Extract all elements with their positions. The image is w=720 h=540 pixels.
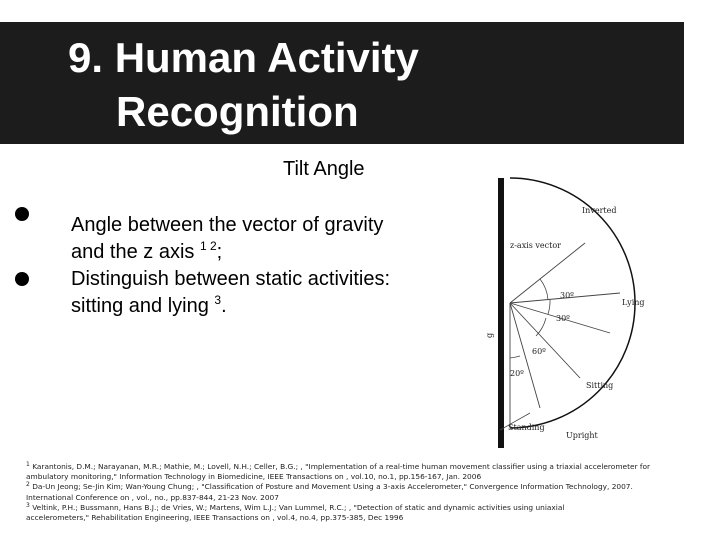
reference-line [26, 493, 706, 503]
angle-mark-4 [510, 356, 520, 358]
bullet-text-1 [71, 212, 383, 266]
bullet-icon [15, 207, 29, 221]
reference-text: accelerometers," Rehabilitation Engineering, IEEE Transactions on , vol.4, no.4, pp.375-385, Dec 1996 [26, 513, 404, 523]
label-angle-30a: 30º [560, 291, 574, 300]
angle-mark-2 [548, 300, 550, 314]
label-g: g [485, 332, 494, 338]
subtitle: Tilt Angle [283, 158, 365, 180]
reference-text: Karantonis, D.M.; Narayanan, M.R.; Mathie, M.; Lovell, N.H.; Celler, B.G.; , "Implementation of a real-time human movement classifier using a triaxial accelerometer for [32, 462, 651, 471]
sensor-bar [498, 178, 504, 448]
angle-mark-1 [540, 279, 548, 300]
reference-text: International Conference on , vol., no., pp.837-844, 21-23 Nov. 2007 [26, 492, 279, 502]
label-upright: Upright [566, 431, 598, 440]
bullet-text-2 [71, 266, 390, 320]
angle-arc [510, 178, 635, 428]
bullet-2-line-2 [71, 293, 390, 320]
label-inverted: Inverted [582, 206, 617, 215]
tilt-angle-diagram [470, 168, 670, 458]
bullet-2-text: sitting and lying [71, 295, 215, 317]
label-standing: Standing [508, 423, 545, 432]
reference-number: 1 [26, 461, 30, 468]
reference-number: 2 [26, 481, 30, 489]
reference-line [26, 462, 706, 472]
reference-text: ambulatory monitoring," Information Technology in Biomedicine, IEEE Transactions on , vol.10, no.1, pp.156-167, Jan. 2006 [26, 472, 482, 482]
angle-mark-3 [536, 318, 546, 336]
bullet-icon [15, 272, 29, 286]
reference-text: Da-Un Jeong; Se-Jin Kim; Wan-Young Chung; , "Classification of Posture and Movement Using a 3-axis Accelerometer," Convergence Information Technology, 2007. [32, 482, 633, 492]
reference-text: Veltink, P.H.; Bussmann, Hans B.J.; de Vries, W.; Martens, Wim L.J.; Van Lummel, R.C.; , "Detection of static and dynamic activities using uniaxial [32, 502, 565, 512]
reference-line [26, 482, 706, 492]
bullet-2-citation: 3 [214, 293, 222, 307]
label-angle-20: 20º [510, 369, 524, 378]
slide-title-line-1: 9. Human Activity [68, 34, 419, 81]
reference-number: 3 [26, 501, 30, 509]
reference-line [26, 503, 706, 513]
label-angle-60: 60º [532, 347, 546, 356]
label-angle-30b: 30º [556, 314, 570, 323]
bullet-1-text: and the z axis [71, 241, 200, 263]
tilt-angle-figure [470, 168, 670, 458]
references [26, 462, 706, 523]
slide-title-line-2: Recognition [116, 88, 359, 135]
label-lying: Lying [622, 298, 645, 307]
label-zaxis: z-axis vector [510, 241, 561, 250]
bullet-1-punct: ; [216, 241, 223, 263]
bullet-2-line-1: Distinguish between static activities: [71, 268, 391, 290]
bullet-1-line-2 [71, 239, 383, 266]
reference-line [26, 472, 706, 482]
bullet-1-line-1: Angle between the vector of gravity [71, 214, 384, 236]
bullet-1-citation: 1 2 [199, 239, 217, 253]
label-sitting: Sitting [586, 381, 614, 390]
reference-line [26, 513, 706, 523]
bullet-2-punct: . [221, 295, 227, 317]
